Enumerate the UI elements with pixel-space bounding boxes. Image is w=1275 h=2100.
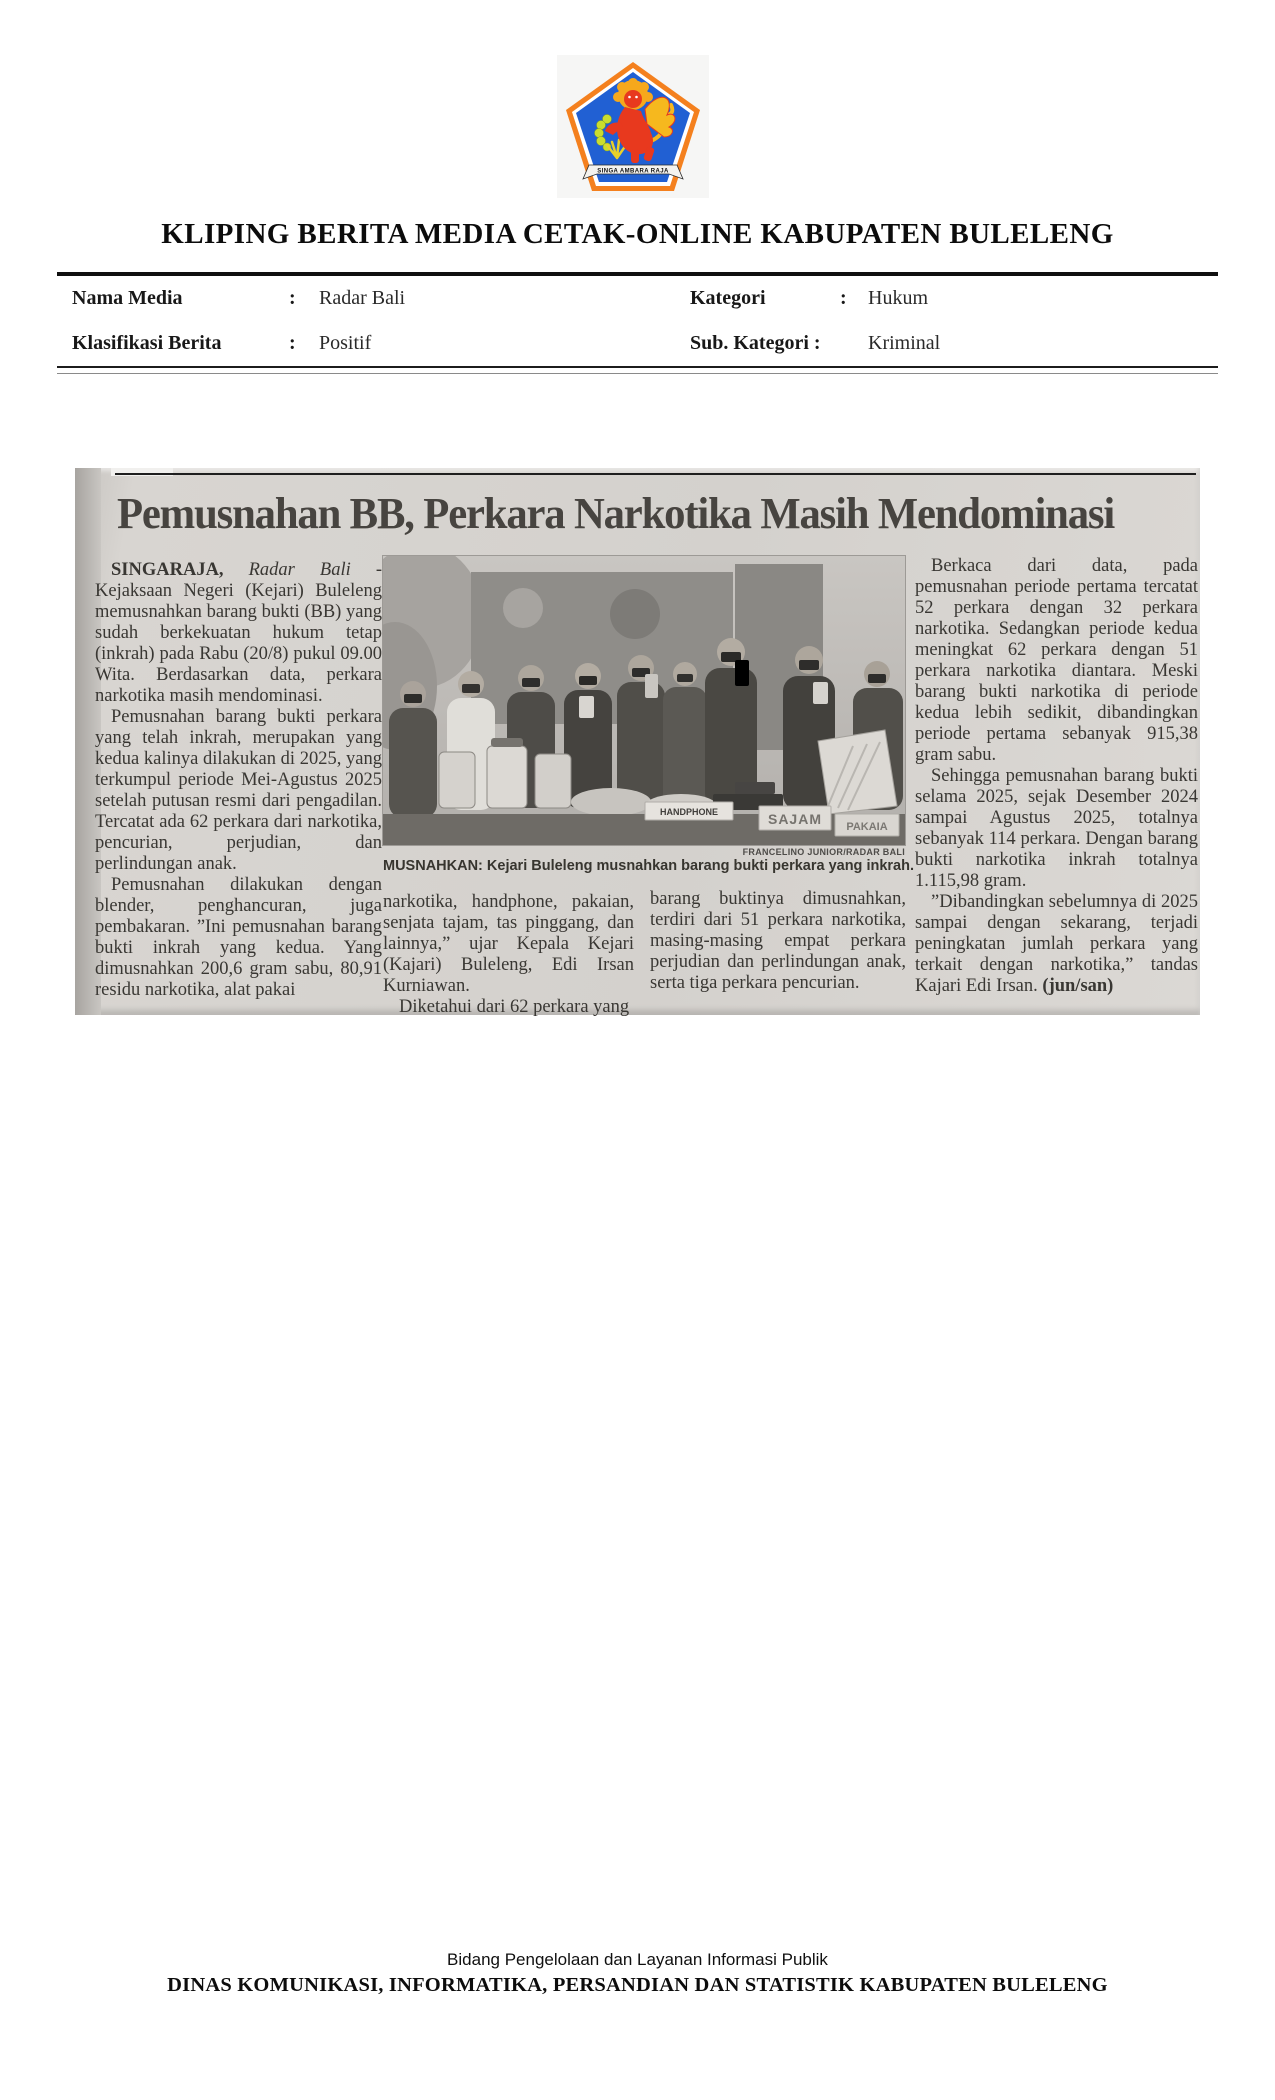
article-column-1 [95, 560, 382, 1001]
dateline: SINGARAJA, [111, 560, 224, 580]
meta-row-1 [57, 276, 1218, 321]
source-name: Radar Bali [223, 560, 351, 580]
reporter-byline: (jun/san) [1042, 976, 1114, 996]
evidence-label-sajam: SAJAM [767, 811, 823, 827]
caption-lead: MUSNAHKAN: [383, 858, 483, 874]
page-title: KLIPING BERITA MEDIA CETAK-ONLINE KABUPATEN BULELENG [161, 218, 1114, 250]
article-paragraph: Berkaca dari data, pada pemusnahan periode pertama tercatat 52 perkara dengan 32 perkara narkotika. Sedangkan periode kedua meningkat 62 perkara dengan 51 perkara narkotika diantara. Meski barang bukti narkotika di periode kedua lebih sedikit, dibandingkan periode pertama sebanyak 915,38 gram sabu. [915, 556, 1198, 765]
article-column-3 [650, 889, 906, 994]
kategori-colon: : [840, 287, 847, 309]
caption-text: Kejari Buleleng musnahkan barang bukti perkara yang inkrah. [482, 858, 914, 874]
article-column-2 [383, 892, 634, 1018]
document-footer [0, 1950, 1275, 1997]
meta-table [57, 272, 1218, 374]
crest-logo-graphic [563, 61, 703, 193]
klasifikasi-label: Klasifikasi Berita [72, 332, 222, 354]
article-paragraph: Sehingga pemusnahan barang bukti selama 2025, sejak Desember 2024 sampai Agustus 2025, totalnya sebanyak 114 perkara. Dengan barang bukti narkotika inkrah totalnya 1.115,98 gram. [915, 766, 1198, 891]
article-paragraph: barang buktinya dimusnahkan, terdiri dari 51 perkara narkotika, masing-masing empat perkara perjudian dan perlindungan anak, serta tiga perkara pencurian. [650, 889, 906, 993]
photo-credit: FRANCELINO JUNIOR/RADAR BALI [742, 847, 905, 857]
paragraph-text: ”Dibandingkan sebelumnya di 2025 sampai dengan sekarang, terjadi peningkatan jumlah perkara yang terkait dengan narkotika,” tandas Kajari Edi Irsan. [915, 892, 1198, 996]
evidence-label-pakaian: PAKAIA [846, 821, 888, 833]
paragraph-text: - Kejaksaan Negeri (Kejari) Buleleng memusnahkan barang bukti (BB) yang sudah berkekuatan hukum tetap (inkrah) pada Rabu (20/8) pukul 09.00 Wita. Berdasarkan data, perkara narkotika masih mendominasi. [95, 560, 382, 706]
nama-media-colon: : [289, 287, 296, 309]
article-paragraph: Pemusnahan dilakukan dengan blender, penghancuran, juga pembakaran. ”Ini pemusnahan barang bukti inkrah yang kedua. Yang dimusnahkan 200,6 gram sabu, 80,91 residu narkotika, alat pakai [95, 875, 382, 1000]
kategori-label: Kategori [690, 287, 766, 309]
logo-banner-text: SINGA AMBARA RAJA [597, 168, 669, 174]
nama-media-label: Nama Media [72, 287, 183, 309]
photo-caption [383, 858, 928, 874]
article-paragraph: narkotika, handphone, pakaian, senjata tajam, tas pinggang, dan lainnya,” ujar Kepala Kejari (Kajari) Buleleng, Edi Irsan Kurniawan. [383, 892, 634, 996]
evidence-label-handphone: HANDPHONE [659, 807, 719, 817]
footer-division: Bidang Pengelolaan dan Layanan Informasi Publik [447, 1950, 828, 1969]
klasifikasi-value: Positif [319, 332, 372, 354]
article-paragraph: Diketahui dari 62 perkara yang [399, 997, 630, 1017]
footer-agency: DINAS KOMUNIKASI, INFORMATIKA, PERSANDIAN DAN STATISTIK KABUPATEN BULELENG [167, 1974, 1108, 1996]
evidence-destruction-photo [383, 556, 905, 845]
sub-kategori-label: Sub. Kategori : [690, 332, 821, 354]
clipping-top-rule [115, 473, 1196, 475]
table-bottom-rule [57, 366, 1218, 374]
sub-kategori-value: Kriminal [868, 332, 941, 354]
photo-graphic [383, 556, 905, 845]
article-headline: Pemusnahan BB, Perkara Narkotika Masih Mendominasi [117, 489, 1115, 538]
article-column-4 [915, 556, 1198, 997]
klasifikasi-colon: : [289, 332, 296, 354]
article-paragraph [95, 560, 382, 707]
article-paragraph: Pemusnahan barang bukti perkara yang telah inkrah, merupakan yang kedua kalinya dilakukan di 2025, yang terkumpul periode Mei-Agustus 2025 setelah putusan resmi dari pengadilan. Tercatat ada 62 perkara dari narkotika, pencurian, perjudian, dan perlindungan anak. [95, 707, 382, 874]
buleleng-crest-logo [557, 55, 709, 198]
nama-media-value: Radar Bali [319, 287, 406, 309]
article-paragraph [915, 892, 1198, 997]
meta-row-2 [57, 321, 1218, 366]
newspaper-clipping [75, 468, 1200, 1015]
kategori-value: Hukum [868, 287, 928, 309]
